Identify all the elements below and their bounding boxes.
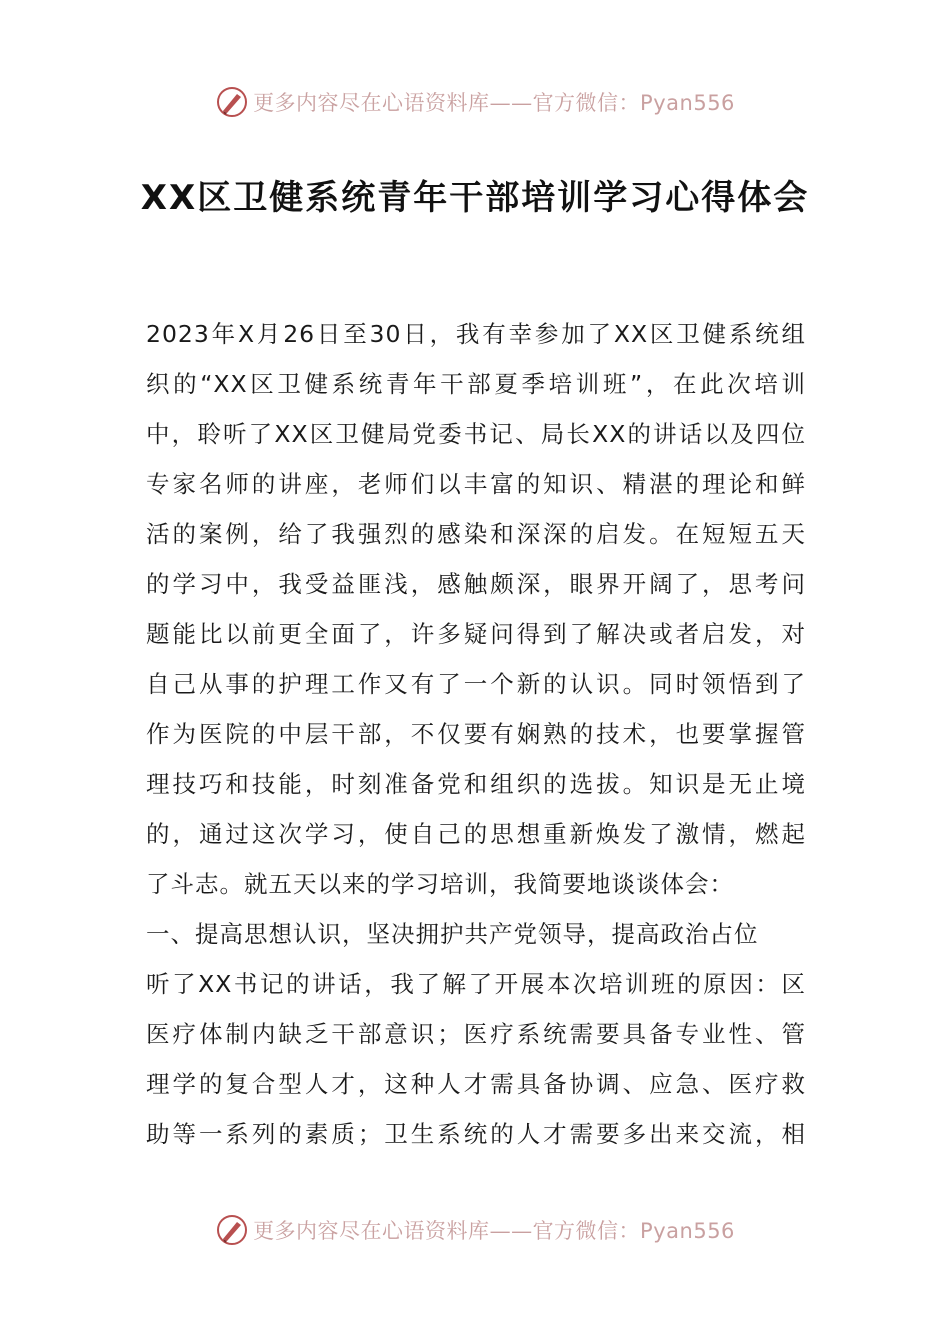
text-line: 的学习中，我受益匪浅，感触颇深，眼界开阔了，思考问 <box>146 570 806 598</box>
text-line: 助等一系列的素质；卫生系统的人才需要多出来交流，相 <box>146 1120 806 1148</box>
document-title: XX区卫健系统青年干部培训学习心得体会 <box>140 178 810 218</box>
text-line: 理技巧和技能，时刻准备党和组织的选拔。知识是无止境 <box>146 770 806 798</box>
banner-separator: —— <box>489 1219 533 1243</box>
text-line: 医疗体制内缺乏干部意识；医疗系统需要具备专业性、管 <box>146 1020 806 1048</box>
text-line: 理学的复合型人才，这种人才需具备协调、应急、医疗救 <box>146 1070 806 1098</box>
text-line: 中，聆听了XX区卫健局党委书记、局长XX的讲话以及四位 <box>146 420 806 448</box>
banner-contact: 官方微信：Pyan556 <box>532 1219 735 1243</box>
header-banner <box>0 80 950 124</box>
text-line: 专家名师的讲座，老师们以丰富的知识、精湛的理论和鲜 <box>146 470 806 498</box>
text-line: 了斗志。就五天以来的学习培训，我简要地谈谈体会： <box>146 870 734 898</box>
banner-text: 更多内容尽在心语资料库 <box>253 1219 490 1243</box>
text-line: 听了XX书记的讲话，我了解了开展本次培训班的原因：区 <box>146 970 806 998</box>
text-line: 题能比以前更全面了，许多疑问得到了解决或者启发，对 <box>146 620 806 648</box>
section-heading: 一、提高思想认识，坚决拥护共产党领导，提高政治占位 <box>146 920 759 948</box>
text-line: 织的“XX区卫健系统青年干部夏季培训班”，在此次培训 <box>146 370 806 398</box>
banner-separator: —— <box>489 91 533 115</box>
text-line: 活的案例，给了我强烈的感染和深深的启发。在短短五天 <box>146 520 806 548</box>
pen-logo-icon <box>215 1213 249 1247</box>
text-line: 2023年X月26日至30日，我有幸参加了XX区卫健系统组 <box>146 320 806 348</box>
pen-logo-icon <box>215 85 249 119</box>
banner-text: 更多内容尽在心语资料库 <box>253 91 490 115</box>
text-line: 的，通过这次学习，使自己的思想重新焕发了激情，燃起 <box>146 820 806 848</box>
banner-contact: 官方微信：Pyan556 <box>532 91 735 115</box>
text-line: 作为医院的中层干部，不仅要有娴熟的技术，也要掌握管 <box>146 720 806 748</box>
footer-banner <box>0 1208 950 1252</box>
document-body <box>146 312 806 1162</box>
text-line: 自己从事的护理工作又有了一个新的认识。同时领悟到了 <box>146 670 806 698</box>
